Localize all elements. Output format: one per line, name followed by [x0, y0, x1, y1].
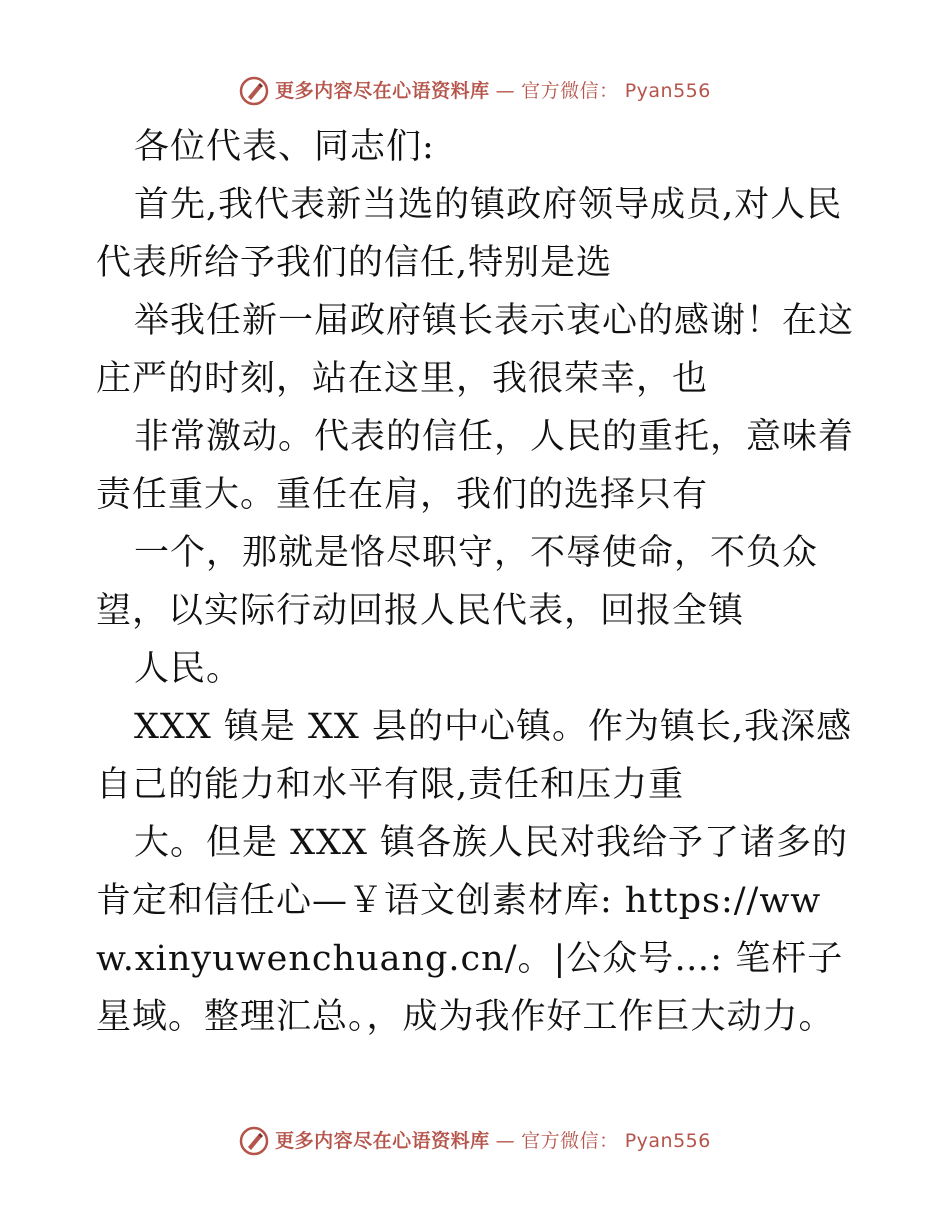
footer-banner	[0, 1126, 950, 1156]
banner-title: 更多内容尽在心语资料库	[275, 1130, 490, 1152]
paragraph: XXX 镇是 XX 县的中心镇。作为镇长,我深感自己的能力和水平有限,责任和压力重	[96, 707, 853, 805]
paragraph-salutation: 各位代表、同志们:	[134, 127, 435, 167]
banner-wechat-label: 官方微信：	[521, 1130, 619, 1152]
paragraph: 人民。	[134, 649, 243, 689]
pen-seal-logo-icon	[239, 76, 269, 106]
banner-dash: —	[495, 1130, 516, 1152]
paragraph: 一个，那就是恪尽职守，不辱使命，不负众望，以实际行动回报人民代表，回报全镇	[96, 533, 819, 631]
banner-dash: —	[495, 80, 516, 102]
banner-title: 更多内容尽在心语资料库	[275, 80, 490, 102]
pen-seal-logo-icon	[239, 1126, 269, 1156]
banner-wechat-id: Pyan556	[624, 1130, 711, 1152]
paragraph: 非常激动。代表的信任，人民的重托，意味着责任重大。重任在肩，我们的选择只有	[96, 417, 855, 515]
banner-wechat-id: Pyan556	[624, 80, 711, 102]
document-body	[96, 118, 856, 1046]
paragraph: 举我任新一届政府镇长表示衷心的感谢！在这庄严的时刻，站在这里，我很荣幸，也	[96, 301, 855, 399]
header-banner	[0, 76, 950, 106]
banner-wechat-label: 官方微信：	[521, 80, 619, 102]
paragraph: 首先,我代表新当选的镇政府领导成员,对人民代表所给予我们的信任,特别是选	[96, 185, 843, 283]
paragraph: 大。但是 XXX 镇各族人民对我给予了诸多的肯定和信任心—￥语文创素材库: https://www.xinyuwenchuang.cn/。|公众号…: 笔杆子星域。整理汇总。，成为我作好工作巨大动力。	[96, 823, 849, 1037]
